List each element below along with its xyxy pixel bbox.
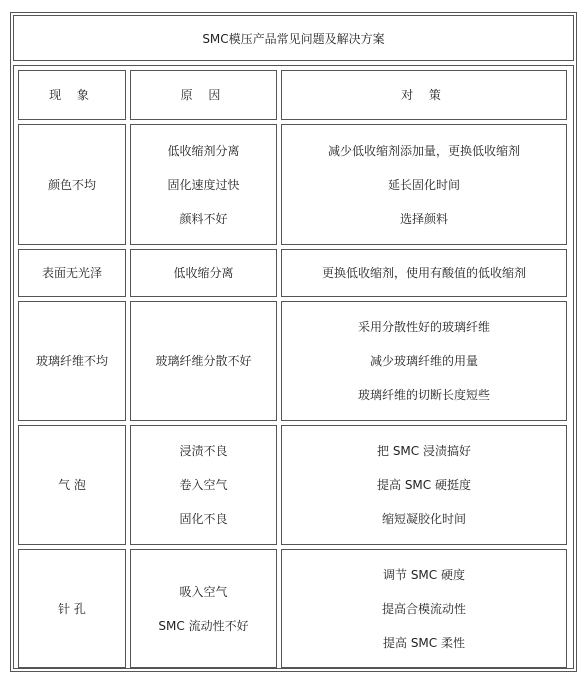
- cause-cell: [130, 549, 277, 668]
- solution-cell: [281, 549, 567, 668]
- header-label: 现 象: [49, 88, 95, 102]
- cause-text: SMC 流动性不好: [158, 618, 249, 633]
- solution-text: 把 SMC 浸渍搞好: [377, 444, 471, 458]
- cause-text: 吸入空气: [179, 584, 228, 599]
- cause-text: 低收缩剂分离: [167, 143, 240, 158]
- phenomenon-text: 玻璃纤维不均: [35, 354, 108, 368]
- table-frame: [10, 12, 577, 672]
- header-phenomenon: [18, 70, 126, 120]
- phenomenon-text: 气 泡: [58, 478, 86, 492]
- solution-text: 更换低收缩剂，使用有酸值的低收缩剂: [321, 266, 526, 280]
- solution-text: 调节 SMC 硬度: [383, 567, 465, 582]
- phenomenon-cell: [18, 124, 126, 245]
- solution-text: 玻璃纤维的切断长度短些: [357, 388, 490, 402]
- cause-text: 浸渍不良: [179, 444, 228, 458]
- cause-text: 固化速度过快: [167, 177, 240, 192]
- solution-text: 提高 SMC 硬挺度: [377, 478, 471, 492]
- cause-cell: [130, 425, 277, 545]
- header-solution: [281, 70, 567, 120]
- header-label: 原 因: [180, 88, 227, 102]
- cause-cell: [130, 124, 277, 245]
- cause-text: 卷入空气: [179, 478, 228, 492]
- phenomenon-text: 表面无光泽: [41, 266, 102, 280]
- phenomenon-text: 颜色不均: [47, 177, 96, 192]
- solution-text: 减少玻璃纤维的用量: [369, 354, 478, 368]
- solution-cell: [281, 249, 567, 297]
- header-cause: [130, 70, 277, 120]
- cause-text: 固化不良: [179, 512, 228, 526]
- solution-text: 提高合模流动性: [381, 601, 466, 616]
- solution-cell: [281, 301, 567, 421]
- title-text: SMC模压产品常见问题及解决方案: [202, 31, 385, 46]
- phenomenon-cell: [18, 249, 126, 297]
- cause-cell: [130, 301, 277, 421]
- solution-cell: [281, 124, 567, 245]
- solution-text: 缩短凝胶化时间: [381, 512, 466, 526]
- phenomenon-cell: [18, 301, 126, 421]
- solution-text: 延长固化时间: [387, 177, 460, 192]
- problem-solution-table: [13, 65, 574, 669]
- cause-text: 玻璃纤维分散不好: [155, 354, 252, 368]
- solution-text: 减少低收缩剂添加量，更换低收缩剂: [327, 143, 520, 158]
- cause-cell: [130, 249, 277, 297]
- header-label: 对 策: [401, 88, 447, 102]
- solution-text: 提高 SMC 柔性: [383, 635, 465, 650]
- phenomenon-cell: [18, 425, 126, 545]
- solution-cell: [281, 425, 567, 545]
- phenomenon-text: 针 孔: [58, 601, 86, 616]
- solution-text: 采用分散性好的玻璃纤维: [357, 320, 490, 334]
- solution-text: 选择颜料: [399, 211, 448, 226]
- phenomenon-cell: [18, 549, 126, 668]
- table-title: [13, 15, 574, 61]
- cause-text: 低收缩分离: [173, 266, 234, 280]
- cause-text: 颜料不好: [179, 211, 228, 226]
